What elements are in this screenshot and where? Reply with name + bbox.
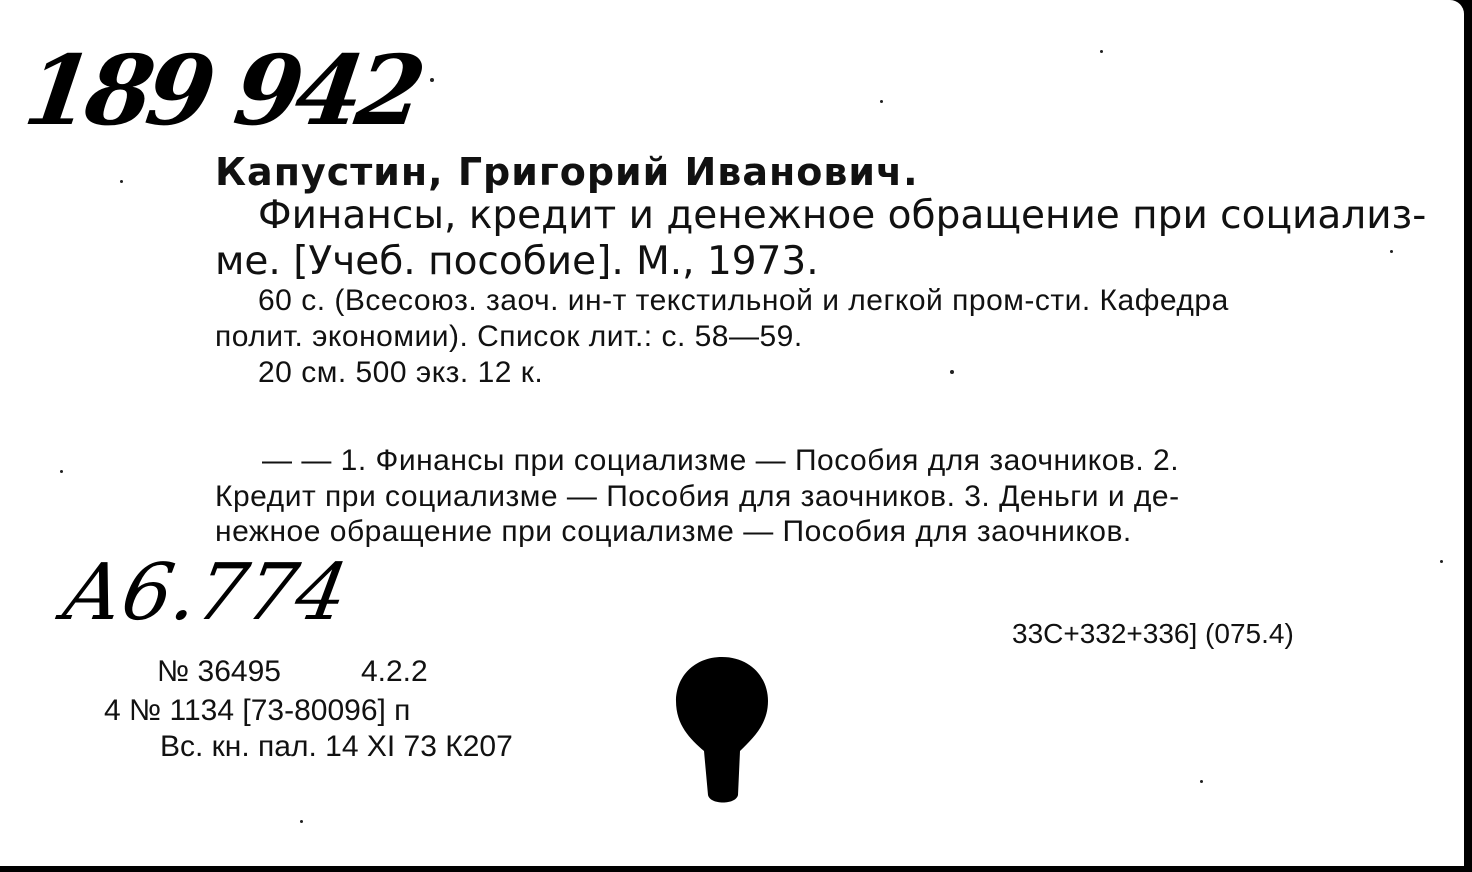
card-number-line-2: 4 № 1134 [73-80096] п [104, 694, 411, 727]
speck [120, 180, 123, 183]
speck [880, 100, 883, 103]
handwritten-shelf-mark: А6.774 [56, 548, 355, 638]
card-number: № 36495 [157, 655, 281, 688]
speck [950, 370, 954, 374]
speck [60, 470, 63, 473]
subject-headings-line-1: — — 1. Финансы при социализме — Пособия для заочников. 2. [262, 444, 1180, 477]
speck [300, 820, 303, 823]
title-line-2: ме. [Учеб. пособие]. М., 1973. [215, 239, 819, 284]
collation-line-2: полит. экономии). Список лит.: с. 58—59. [215, 320, 803, 353]
punch-hole [674, 655, 770, 805]
author-heading: Капустин, Григорий Иванович. [215, 150, 919, 194]
chamber-number-line: Вс. кн. пал. 14 XI 73 К207 [160, 730, 513, 763]
card-subnumber: 4.2.2 [360, 655, 428, 688]
speck [430, 78, 434, 82]
physical-description: 20 см. 500 экз. 12 к. [258, 356, 544, 389]
classification-code: 33С+332+336] (075.4) [1012, 618, 1294, 649]
speck [1390, 250, 1393, 253]
subject-headings-line-3: нежное обращение при социализме — Пособия для заочников. [215, 515, 1132, 548]
speck [1440, 560, 1443, 563]
speck [1200, 780, 1203, 783]
collation-line-1: 60 с. (Всесоюз. заоч. ин-т текстильной и легкой пром-сти. Кафедра [258, 284, 1229, 317]
subject-headings-line-2: Кредит при социализме — Пособия для заочников. 3. Деньги и де- [215, 480, 1180, 513]
title-line-1: Финансы, кредит и денежное обращение при социализ- [258, 193, 1427, 238]
scan-edge-right [1464, 0, 1472, 872]
card-number-line-1 [157, 655, 428, 689]
scan-edge-bottom [0, 866, 1472, 872]
handwritten-accession-number: 189 942 [18, 34, 427, 147]
speck [1100, 50, 1103, 53]
